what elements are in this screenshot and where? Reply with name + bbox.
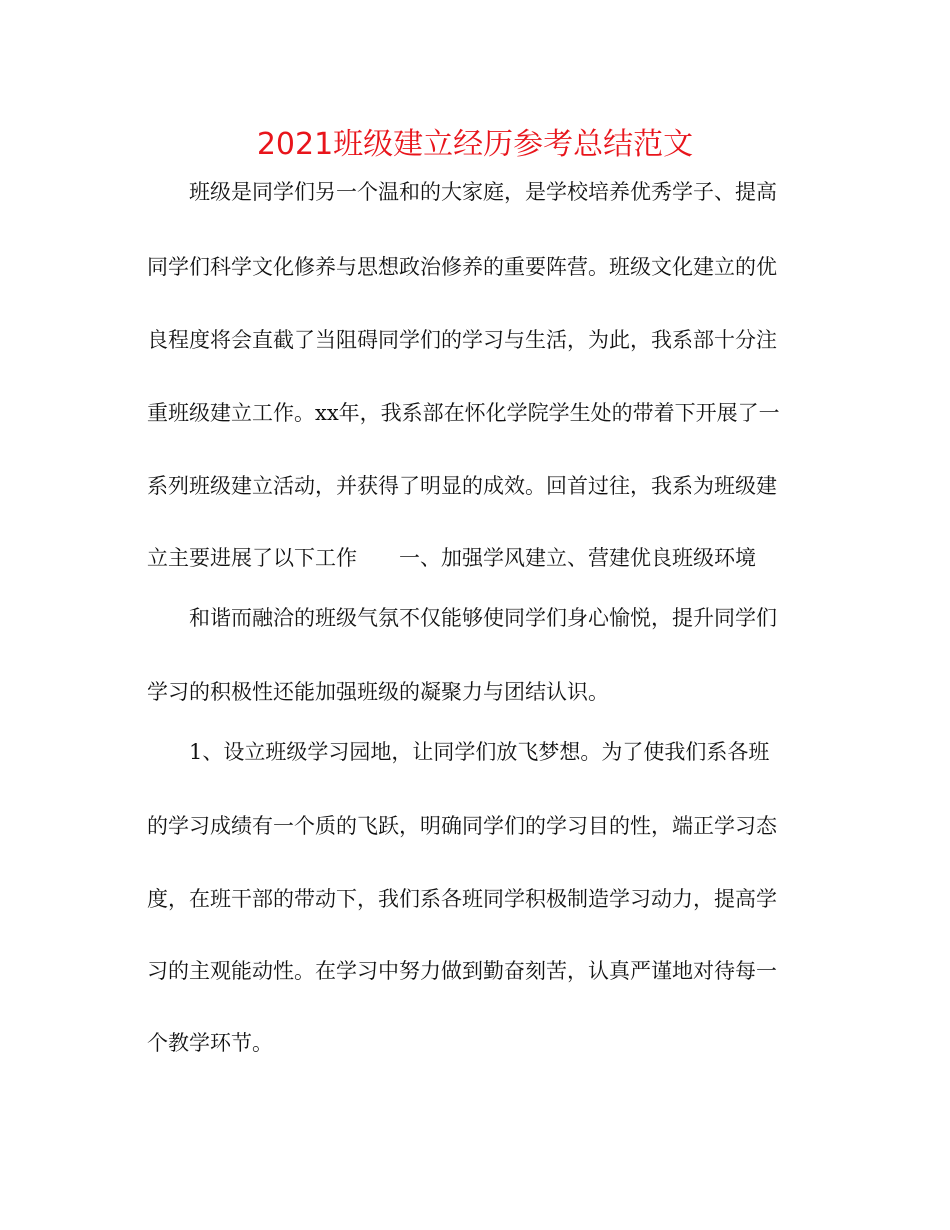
body-line: 学习的积极性还能加强班级的凝聚力与团结认识。: [147, 680, 609, 704]
body-line: 重班级建立工作。xx年，我系部在怀化学院学生处的带着下开展了一: [147, 401, 780, 425]
body-line: 1、设立班级学习园地，让同学们放飞梦想。为了使我们系各班: [189, 740, 770, 764]
body-line: 度，在班干部的带动下，我们系各班同学积极制造学习动力，提高学: [147, 887, 777, 911]
body-line: 立主要进展了以下工作 一、加强学风建立、营建优良班级环境: [147, 546, 756, 570]
body-line: 良程度将会直截了当阻碍同学们的学习与生活，为此，我系部十分注: [147, 328, 777, 352]
body-line: 同学们科学文化修养与思想政治修养的重要阵营。班级文化建立的优: [147, 255, 777, 279]
body-line: 系列班级建立活动，并获得了明显的成效。回首过往，我系为班级建: [147, 474, 777, 498]
body-line: 习的主观能动性。在学习中努力做到勤奋刻苦，认真严谨地对待每一: [147, 959, 777, 983]
body-line: 班级是同学们另一个温和的大家庭，是学校培养优秀学子、提高: [189, 180, 777, 204]
body-line: 和谐而融洽的班级气氛不仅能够使同学们身心愉悦，提升同学们: [189, 606, 777, 630]
document-title: 2021班级建立经历参考总结范文: [256, 127, 694, 162]
body-line: 的学习成绩有一个质的飞跃，明确同学们的学习目的性，端正学习态: [147, 814, 777, 838]
body-line: 个教学环节。: [147, 1031, 273, 1055]
